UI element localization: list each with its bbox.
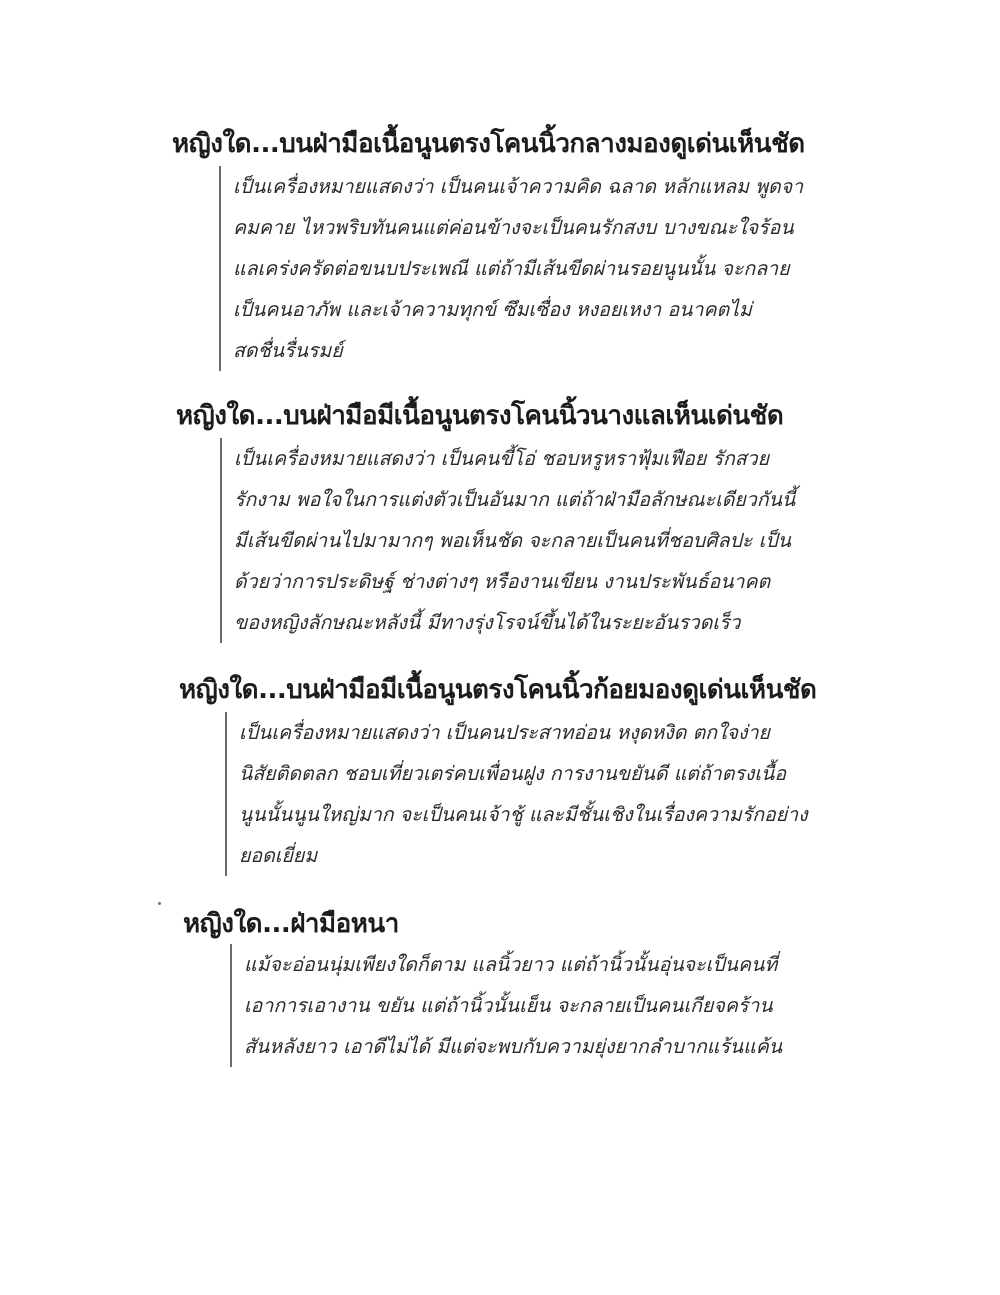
section-heading: หญิงใด...บนฝ่ามือมีเนื้อนูนตรงโคนนิ้วก้อยมองดูเด่นเห็นชัด	[179, 675, 817, 705]
body-line: มีเส้นขีดผ่านไปมามากๆ พอเห็นชัด จะกลายเป็นคนที่ชอบศิลปะ เป็น	[234, 529, 791, 552]
body-line: นูนนั้นนูนใหญ่มาก จะเป็นคนเจ้าชู้ และมีชั้นเชิงในเรื่องความรักอย่าง	[239, 803, 808, 826]
body-line: เป็นคนอาภัพ และเจ้าความทุกข์ ซึมเซื่อง หงอยเหงา อนาคตไม่	[233, 298, 752, 321]
body-line: คมคาย ไหวพริบทันคนแต่ค่อนข้างจะเป็นคนรักสงบ บางขณะใจร้อน	[233, 216, 794, 239]
body-line: ยอดเยี่ยม	[239, 844, 318, 867]
body-line: สดชื่นรื่นรมย์	[233, 339, 343, 362]
section-heading: หญิงใด...บนฝ่ามือเนื้อนูนตรงโคนนิ้วกลางมองดูเด่นเห็นชัด	[172, 129, 805, 159]
section-body	[219, 166, 803, 371]
body-line: สันหลังยาว เอาดีไม่ได้ มีแต่จะพบกับความยุ่งยากลำบากแร้นแค้น	[244, 1035, 783, 1058]
section-body	[225, 712, 808, 876]
body-line: รักงาม พอใจในการแต่งตัวเป็นอันมาก แต่ถ้าฝ่ามือลักษณะเดียวกันนี้	[234, 488, 796, 511]
body-line: นิสัยติดตลก ชอบเที่ยวเตร่คบเพื่อนฝูง การงานขยันดี แต่ถ้าตรงเนื้อ	[239, 762, 787, 785]
body-line: ด้วยว่าการประดิษฐ์ ช่างต่างๆ หรืองานเขียน งานประพันธ์อนาคต	[234, 570, 771, 593]
body-line: เป็นเครื่องหมายแสดงว่า เป็นคนประสาทอ่อน หงุดหงิด ตกใจง่าย	[239, 721, 770, 744]
section-heading: หญิงใด...บนฝ่ามือมีเนื้อนูนตรงโคนนิ้วนางแลเห็นเด่นชัด	[176, 401, 784, 431]
body-line: แม้จะอ่อนนุ่มเพียงใดก็ตาม แลนิ้วยาว แต่ถ้านิ้วนั้นอุ่นจะเป็นคนที่	[244, 953, 778, 976]
section-body	[220, 438, 795, 643]
body-line: ของหญิงลักษณะหลังนี้ มีทางรุ่งโรจน์ขึ้นได้ในระยะอันรวดเร็ว	[234, 611, 741, 634]
body-line: เป็นเครื่องหมายแสดงว่า เป็นคนเจ้าความคิด ฉลาด หลักแหลม พูดจา	[233, 175, 804, 198]
body-line: แลเคร่งครัดต่อขนบประเพณี แต่ถ้ามีเส้นขีดผ่านรอยนูนนั้น จะกลาย	[233, 257, 790, 280]
body-line: เอาการเอางาน ขยัน แต่ถ้านิ้วนั้นเย็น จะกลายเป็นคนเกียจคร้าน	[244, 994, 773, 1017]
section-body	[230, 944, 782, 1067]
scan-speck	[158, 902, 161, 905]
section-heading: หญิงใด...ฝ่ามือหนา	[183, 909, 399, 939]
body-line: เป็นเครื่องหมายแสดงว่า เป็นคนขี้โอ่ ชอบหรูหราฟุ้มเฟือย รักสวย	[234, 447, 770, 470]
